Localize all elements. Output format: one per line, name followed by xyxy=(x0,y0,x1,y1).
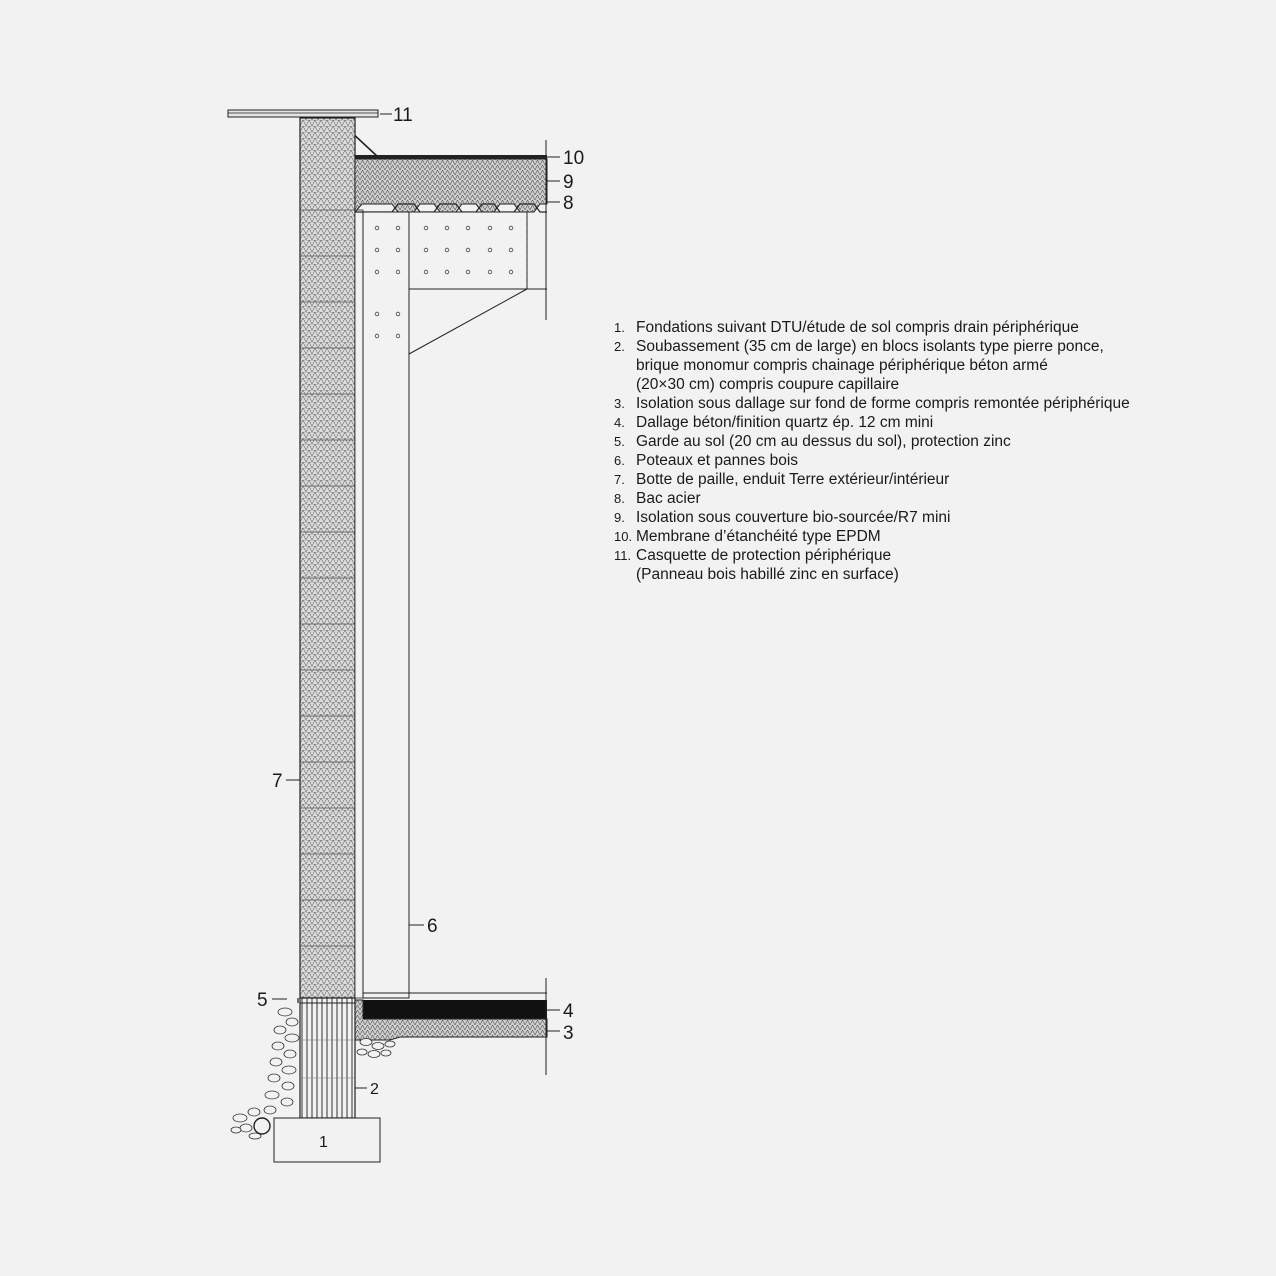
legend-item-8 xyxy=(614,489,1214,508)
callout-3: 3 xyxy=(563,1023,574,1044)
floor-build-up xyxy=(355,978,560,1075)
legend-item-2 xyxy=(614,337,1214,394)
legend-item-10 xyxy=(614,527,1214,546)
callout-11: 11 xyxy=(393,105,413,126)
legend xyxy=(614,318,1214,584)
callout-10: 10 xyxy=(563,148,585,169)
legend-text: Bac acier xyxy=(636,490,701,507)
legend-text: Isolation sous couverture bio-sourcée/R7 mini xyxy=(636,509,951,526)
legend-number: 10. xyxy=(614,529,633,544)
legend-item-6 xyxy=(614,451,1214,470)
legend-text: Isolation sous dallage sur fond de forme compris remontée périphérique xyxy=(636,395,1130,412)
callout-7: 7 xyxy=(272,771,283,792)
legend-text: Garde au sol (20 cm au dessus du sol), protection zinc xyxy=(636,433,1011,450)
callout-5: 5 xyxy=(257,990,268,1011)
legend-number: 2. xyxy=(614,339,625,354)
timber-post-and-beam xyxy=(363,212,547,998)
callout-2: 2 xyxy=(370,1081,379,1098)
legend-text: Soubassement (35 cm de large) en blocs isolants type pierre ponce, brique monomur compris chainage périphérique béton armé (20×30 cm) compris coupure capillaire xyxy=(636,338,1104,393)
callout-8: 8 xyxy=(563,193,574,214)
legend-number: 11. xyxy=(614,548,632,563)
legend-number: 1. xyxy=(614,320,625,335)
legend-text: Dallage béton/finition quartz ép. 12 cm mini xyxy=(636,414,934,431)
legend-text: Casquette de protection périphérique (Panneau bois habillé zinc en surface) xyxy=(636,547,899,583)
legend-text: Membrane d’étanchéité type EPDM xyxy=(636,528,881,545)
legend-number: 8. xyxy=(614,491,625,506)
legend-item-4 xyxy=(614,413,1214,432)
callout-9: 9 xyxy=(563,172,574,193)
legend-number: 5. xyxy=(614,434,625,449)
legend-number: 4. xyxy=(614,415,625,430)
legend-item-1 xyxy=(614,318,1214,337)
callout-1: 1 xyxy=(319,1134,328,1151)
legend-number: 3. xyxy=(614,396,625,411)
legend-item-11 xyxy=(614,546,1214,584)
zinc-protection xyxy=(272,998,298,1003)
legend-item-7 xyxy=(614,470,1214,489)
callout-6: 6 xyxy=(427,916,438,937)
callout-4: 4 xyxy=(563,1001,574,1022)
legend-number: 9. xyxy=(614,510,625,525)
legend-number: 7. xyxy=(614,472,625,487)
legend-number: 6. xyxy=(614,453,625,468)
legend-text: Fondations suivant DTU/étude de sol compris drain périphérique xyxy=(636,319,1079,336)
legend-item-5 xyxy=(614,432,1214,451)
legend-text: Botte de paille, enduit Terre extérieur/intérieur xyxy=(636,471,950,488)
legend-item-3 xyxy=(614,394,1214,413)
straw-wall xyxy=(286,118,363,998)
legend-text: Poteaux et pannes bois xyxy=(636,452,799,469)
legend-item-9 xyxy=(614,508,1214,527)
